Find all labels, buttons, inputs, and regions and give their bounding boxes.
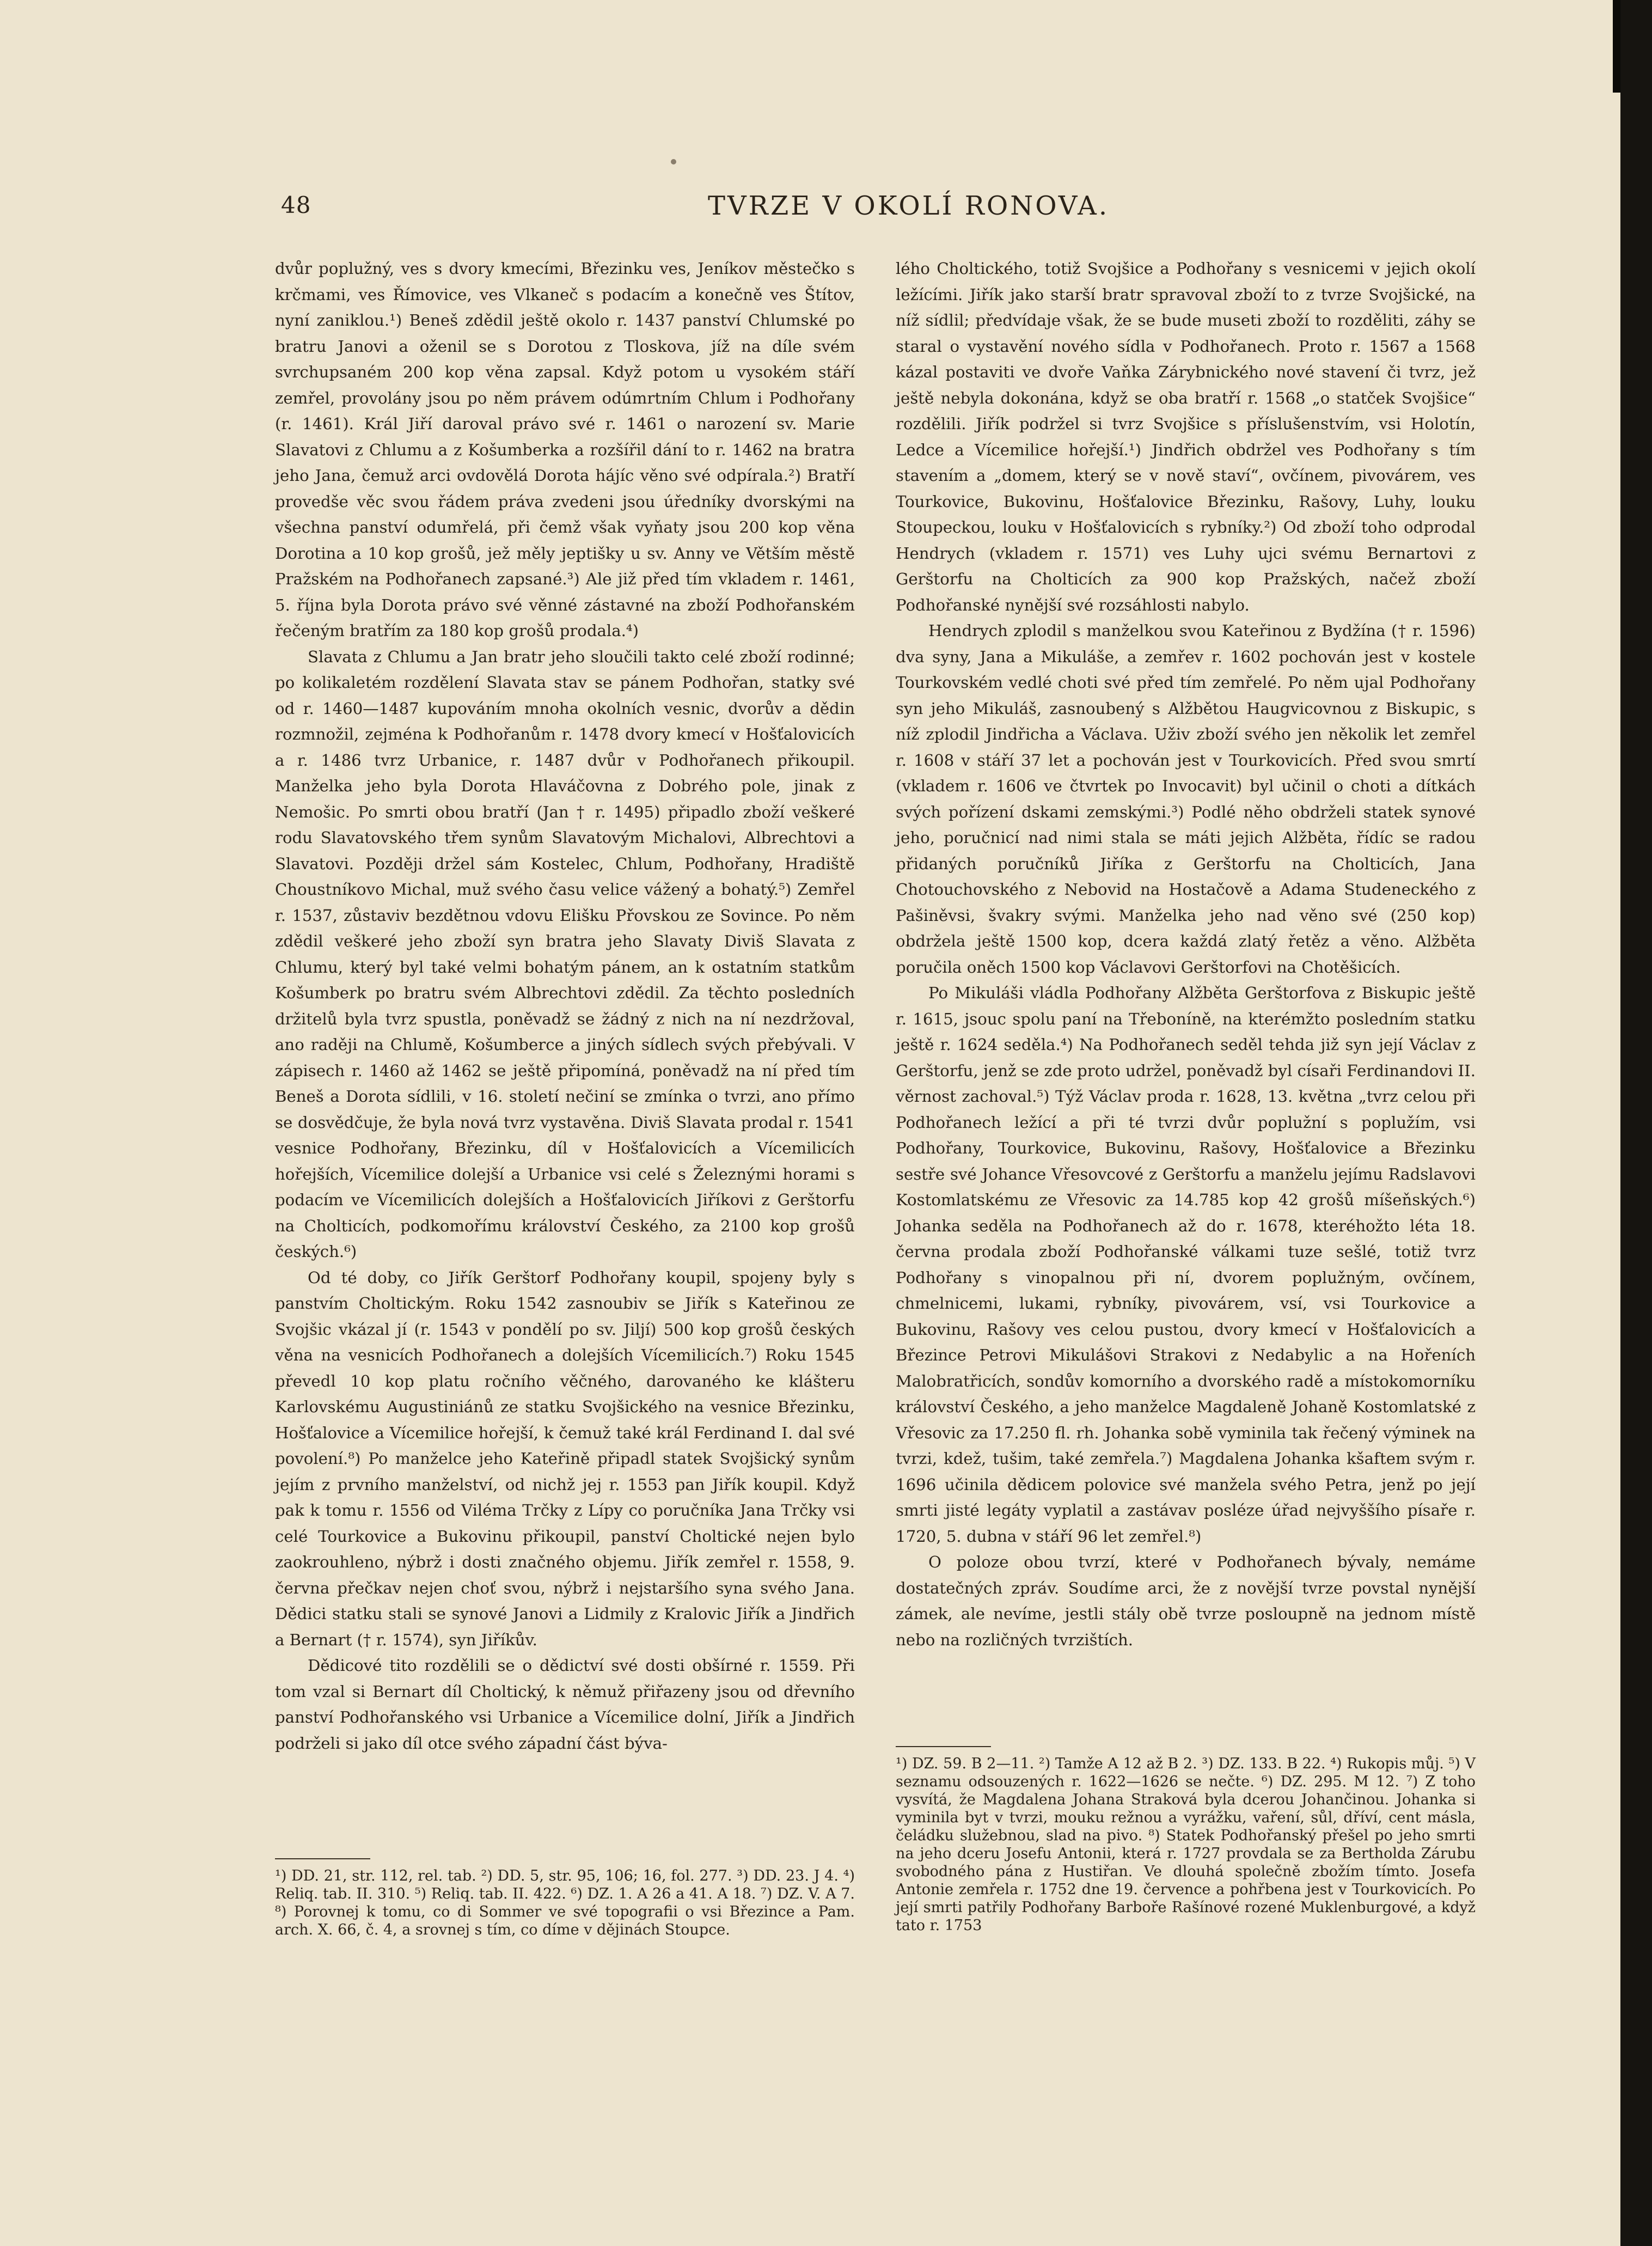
paragraph: Slavata z Chlumu a Jan bratr jeho sloučili takto celé zboží rodinné; po kolikaletém rozdělení Slavata stav se pánem Podhořan, statky své od r. 1460—1487 kupováním mnoha okolních vesnic, dvorův a dědin rozmnožil, zejména k Podhořanům r. 1478 dvory kmecí v Hošťalovicích a r. 1486 tvrz Urbanice, r. 1487 dvůr v Podhořanech přikoupil. Manželka jeho byla Dorota Hlaváčovna z Dobrého pole, jinak z Nemošic. Po smrti obou bratří (Jan † r. 1495) připadlo zboží veškeré rodu Slavatovského třem synům Slavatovým Michalovi, Albrechtovi a Slavatovi. Později držel sám Kostelec, Chlum, Podhořany, Hradiště Choustníkovo Michal, muž svého času velice vážený a bohatý.⁵) Zemřel r. 1537, zůstaviv bezdětnou vdovu Elišku Přovskou ze Sovince. Po něm zdědil veškeré jeho zboží syn bratra jeho Slavaty Diviš Slavata z Chlumu, který byl také velmi bohatým pánem, an k ostatním statkům Košumberk po bratru svém Albrechtovi zdědil. Za těchto posledních držitelů byla tvrz spustla, poněvadž se žádný z nich na ní nezdržoval, ano raději na Chlumě, Košumberce a jiných sídlech svých přebývali. V zápisech r. 1460 až 1462 se ještě připomíná, poněvadž na ní před tím Beneš a Dorota sídlili, v 16. století nečiní se zmínka o tvrzi, ano přímo se dosvědčuje, že byla nová tvrz vystavěna. Diviš Slavata prodal r. 1541 vesnice Podhořany, Březinku, díl v Hošťalovicích a Vícemilicích hořejších, Vícemilice dolejší a Urbanice vsi celé s Železnými horami s podacím ve Vícemilicích dolejších a Hošťalovicích Jiříkovi z Gerštorfu na Cholticích, podkomořímu království Českého, za 2100 kop grošů českých.⁶): [275, 647, 855, 1261]
footnote-rule: [896, 1746, 991, 1747]
footnotes-right: ¹) DZ. 59. B 2—11. ²) Tamže A 12 až B 2. ³) DZ. 133. B 22. ⁴) Rukopis můj. ⁵) V seznamu odsouzených r. 1622—1626 se nečte. ⁶) DZ. 295. M 12. ⁷) Z toho vysvítá, že Magdalena Johana Straková byla dcerou Johančinou. Johanka si vyminila byt v tvrzi, mouku režnou a vyrážku, vaření, sůl, dříví, cent másla, čeládku služebnou, slad na pivo. ⁸) Statek Podhořanský přešel po jeho smrti na jeho dceru Josefu Antonii, která r. 1727 provdala se za Bertholda Zárubu svobodného pána z Hustiřan. Ve dlouhá společně zbožím tímto. Josefa Antonie zemřela r. 1752 dne 19. července a pohřbena jest v Tourkovicích. Po její smrti patřily Podhořany Barboře Rašínové rozené Muklenburgové, a když tato r. 1753: [896, 1755, 1476, 1934]
paragraph: Dědicové tito rozdělili se o dědictví své dosti obšírné r. 1559. Při tom vzal si Bernart díl Choltický, k němuž přiřazeny jsou od dřevního panství Podhořanského vsi Urbanice a Vícemilice dolní, Jiřík a Jindřich podrželi si jako díl otce svého západní část býva-: [275, 1656, 855, 1753]
paragraph: dvůr poplužný, ves s dvory kmecími, Březinku ves, Jeníkov městečko s krčmami, ves Římovice, ves Vlkaneč s podacím a konečně ves Štítov, nyní zaniklou.¹) Beneš zdědil ještě okolo r. 1437 panství Chlumské po bratru Janovi a oženil se s Dorotou z Tloskova, jíž na díle svém svrchupsaném 200 kop věna zapsal. Když potom u vysokém stáří zemřel, provolány jsou po něm právem odúmrtním Chlum i Podhořany (r. 1461). Král Jiří daroval právo své r. 1461 o narození sv. Marie Slavatovi z Chlumu a z Košumberka a rozšířil dání to r. 1462 na bratra jeho Jana, čemuž arci ovdovělá Dorota hájíc věno své odpírala.²) Bratří provedše věc svou řádem práva zvedeni jsou úředníky dvorskými na všechna panství odumřelá, při čemž však vyňaty jsou 200 kop věna Dorotina a 10 kop grošů, jež měly jeptišky u sv. Anny ve Větším městě Pražském na Podhořanech zapsané.³) Ale již před tím vkladem r. 1461, 5. října byla Dorota právo své věnné zástavné na zboží Podhořanském řečeným bratřím za 180 kop grošů prodala.⁴): [275, 259, 855, 640]
right-column: [896, 256, 1476, 1653]
paragraph: O poloze obou tvrzí, které v Podhořanech bývaly, nemáme dostatečných zpráv. Soudíme arci, že z novější tvrze povstal nynější zámek, ale nevíme, jestli stály obě tvrze posloupně na jednom místě nebo na rozličných tvrzištích.: [896, 1553, 1476, 1649]
paragraph: Od té doby, co Jiřík Gerštorf Podhořany koupil, spojeny byly s panstvím Choltickým. Roku 1542 zasnoubiv se Jiřík s Kateřinou ze Svojšic vkázal jí (r. 1543 v pondělí po sv. Jiljí) 500 kop grošů českých věna na vesnicích Podhořanech a dolejších Vícemilicích.⁷) Roku 1545 převedl 10 kop platu ročního věčného, darovaného ke klášteru Karlovskému Augustiniánů ze statku Svojšického na vesnice Březinku, Hošťalovice a Vícemilice hořejší, k čemuž také král Ferdinand I. dal své povolení.⁸) Po manželce jeho Kateřině připadl statek Svojšický synům jejím z prvního manželství, od nichž jej r. 1553 pan Jiřík koupil. Když pak k tomu r. 1556 od Viléma Trčky z Lípy co poručníka Jana Trčky vsi celé Tourkovice a Bukovinu přikoupil, panství Choltické nejen bylo zaokrouhleno, nýbrž i dosti značného objemu. Jiřík zemřel r. 1558, 9. června přečkav nejen choť svou, nýbrž i nejstaršího syna svého Jana. Dědici statku stali se synové Janovi a Lidmily z Kralovic Jiřík a Jindřich a Bernart († r. 1574), syn Jiříkův.: [275, 1268, 855, 1649]
scan-edge: [1620, 0, 1652, 2246]
paragraph: Hendrych zplodil s manželkou svou Kateřinou z Bydžína († r. 1596) dva syny, Jana a Mikuláše, a zemřev r. 1602 pochován jest v kostele Tourkovském vedlé choti své před tím zemřelé. Po něm ujal Podhořany syn jeho Mikuláš, zasnoubený s Alžbětou Haugvicovnou z Biskupic, s níž zplodil Jindřicha a Václava. Uživ zboží svého jen několik let zemřel r. 1608 v stáří 37 let a pochován jest v Tourkovicích. Před svou smrtí (vkladem r. 1606 ve čtvrtek po Invocavit) byl učinil o choti a dítkách svých pořízení dskami zemskými.³) Podlé něho obdrželi statek synové jeho, poručnicí nad nimi stala se máti jejich Alžběta, řídíc se radou přidaných poručníků Jiříka z Gerštorfu na Cholticích, Jana Chotouchovského z Nebovid na Hostačově a Adama Studeneckého z Pašiněvsi, švakry svými. Manželka jeho nad věno své (250 kop) obdržela ještě 1500 kop, dcera každá zlatý řetěz a věno. Alžběta poručila oněch 1500 kop Václavovi Gerštorfovi na Chotěšicích.: [896, 621, 1476, 976]
scan-edge-mark: [1613, 0, 1620, 93]
paragraph: lého Choltického, totiž Svojšice a Podhořany s vesnicemi v jejich okolí ležícími. Jiřík jako starší bratr spravoval zboží to z tvrze Svojšické, na níž sídlil; předvídaje však, že se bude museti zboží to rozděliti, záhy se staral o vystavění nového sídla v Podhořanech. Proto r. 1567 a 1568 kázal postaviti ve dvoře Vaňka Zárybnického nové stavení či tvrz, jež ještě nebyla dokonána, když se oba bratří r. 1568 „o statček Svojšice“ rozdělili. Jiřík podržel si tvrz Svojšice s příslušenstvím, vsi Holotín, Ledce a Vícemilice hořejší.¹) Jindřich obdržel ves Podhořany s tím stavením a „domem, který se v nově staví“, ovčínem, pivovárem, ves Tourkovice, Bukovinu, Hošťalovice Březinku, Rašovy, Luhy, louku Stoupeckou, louku v Hošťalovicích s rybníky.²) Od zboží toho odprodal Hendrych (vkladem r. 1571) ves Luhy ujci svému Bernartovi z Gerštorfu na Cholticích za 900 kop Pražských, načež zboží Podhořanské nynější své rozsáhlosti nabylo.: [896, 259, 1476, 614]
left-column: [275, 256, 855, 1756]
page-number: 48: [281, 192, 311, 218]
footnote-rule: [275, 1858, 370, 1859]
paragraph: Po Mikuláši vládla Podhořany Alžběta Gerštorfova z Biskupic ještě r. 1615, jsouc spolu paní na Třeboníně, na kterémžto posledním statku ještě r. 1624 seděla.⁴) Na Podhořanech seděl tehda již syn její Václav z Gerštorfu, jenž se zde proto udržel, poněvadž byl císaři Ferdinandovi II. věrnost zachoval.⁵) Týž Václav proda r. 1628, 13. května „tvrz celou při Podhořanech ležící a při té tvrzi dvůr poplužní s poplužím, vsi Podhořany, Tourkovice, Bukovinu, Rašovy, Hošťalovice a Březinku sestře své Johance Vřesovcové z Gerštorfu a manželu jejímu Radslavovi Kostomlatskému ze Vřesovic za 14.785 kop 42 grošů míšeňských.⁶) Johanka seděla na Podhořanech až do r. 1678, kteréhožto léta 18. června prodala zboží Podhořanské válkami tuze sešlé, totiž tvrz Podhořany s vinopalnou při ní, dvorem poplužným, ovčínem, chmelnicemi, lukami, rybníky, pivovárem, vsí, vsi Tourkovice a Bukovinu, Rašovy ves celou pustou, dvory kmecí v Hošťalovicích a Březince Petrovi Mikulášovi Strakovi z Nedabylic a na Hořeních Malobratřicích, sondův komorního a dvorského radě a místokomorníku království Českého, a jeho manželce Magdaleně Johaně Kostomlatské z Vřesovic za 17.250 fl. rh. Johanka sobě vyminila tak řečený výminek na tvrzi, kdež, tušim, také zemřela.⁷) Magdalena Johanka kšaftem svým r. 1696 učinila dědicem polovice své manžela svého Petra, jenž po její smrti jisté legáty vyplatil a zastávav posléze úřad nejvyššího písaře r. 1720, 5. dubna v stáří 96 let zemřel.⁸): [896, 984, 1476, 1546]
running-head: TVRZE V OKOLÍ RONOVA.: [708, 191, 1110, 221]
printer-dot: [671, 159, 676, 164]
footnotes-left: ¹) DD. 21, str. 112, rel. tab. ²) DD. 5, str. 95, 106; 16, fol. 277. ³) DD. 23. J 4. ⁴) Reliq. tab. II. 310. ⁵) Reliq. tab. II. 422. ⁶) DZ. 1. A 26 a 41. A 18. ⁷) DZ. V. A 7. ⁸) Porovnej k tomu, co di Sommer ve své topografii o vsi Březince a Pam. arch. X. 66, č. 4, a srovnej s tím, co díme v dějinách Stoupce.: [275, 1867, 855, 1938]
